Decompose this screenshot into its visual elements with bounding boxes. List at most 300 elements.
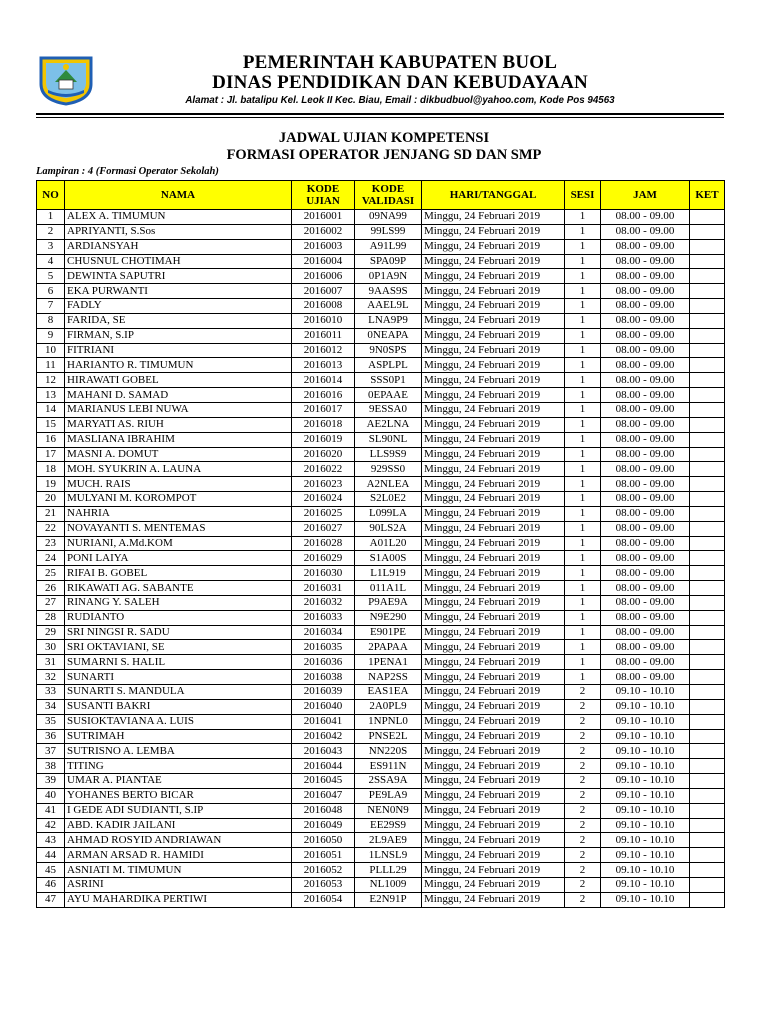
cell-sesi: 2 bbox=[565, 848, 601, 863]
cell-nama: HIRAWATI GOBEL bbox=[65, 373, 292, 388]
cell-kode-ujian: 2016011 bbox=[292, 328, 355, 343]
cell-kode-validasi: EAS1EA bbox=[355, 685, 422, 700]
cell-kode-ujian: 2016045 bbox=[292, 774, 355, 789]
cell-nama: SUNARTI bbox=[65, 670, 292, 685]
table-row bbox=[37, 566, 725, 581]
col-header-hari-tanggal: HARI/TANGGAL bbox=[422, 181, 565, 210]
cell-hari-tanggal: Minggu, 24 Februari 2019 bbox=[422, 373, 565, 388]
cell-nama: MOH. SYUKRIN A. LAUNA bbox=[65, 462, 292, 477]
cell-no: 37 bbox=[37, 744, 65, 759]
cell-sesi: 2 bbox=[565, 877, 601, 892]
table-row bbox=[37, 670, 725, 685]
cell-kode-ujian: 2016033 bbox=[292, 610, 355, 625]
cell-kode-ujian: 2016043 bbox=[292, 744, 355, 759]
cell-nama: FADLY bbox=[65, 299, 292, 314]
cell-sesi: 1 bbox=[565, 447, 601, 462]
table-row bbox=[37, 744, 725, 759]
cell-no: 43 bbox=[37, 833, 65, 848]
cell-kode-ujian: 2016042 bbox=[292, 729, 355, 744]
cell-hari-tanggal: Minggu, 24 Februari 2019 bbox=[422, 581, 565, 596]
cell-jam: 08.00 - 09.00 bbox=[601, 551, 690, 566]
cell-sesi: 1 bbox=[565, 373, 601, 388]
header-government-name: PEMERINTAH KABUPATEN BUOL bbox=[242, 52, 558, 73]
cell-sesi: 2 bbox=[565, 803, 601, 818]
cell-hari-tanggal: Minggu, 24 Februari 2019 bbox=[422, 625, 565, 640]
cell-hari-tanggal: Minggu, 24 Februari 2019 bbox=[422, 284, 565, 299]
cell-ket bbox=[690, 343, 725, 358]
table-row bbox=[37, 759, 725, 774]
cell-jam: 09.10 - 10.10 bbox=[601, 833, 690, 848]
table-row bbox=[37, 447, 725, 462]
cell-jam: 08.00 - 09.00 bbox=[601, 284, 690, 299]
cell-jam: 09.10 - 10.10 bbox=[601, 863, 690, 878]
cell-sesi: 1 bbox=[565, 462, 601, 477]
cell-ket bbox=[690, 447, 725, 462]
cell-no: 30 bbox=[37, 640, 65, 655]
cell-sesi: 1 bbox=[565, 551, 601, 566]
cell-nama: ARDIANSYAH bbox=[65, 239, 292, 254]
cell-hari-tanggal: Minggu, 24 Februari 2019 bbox=[422, 551, 565, 566]
cell-no: 7 bbox=[37, 299, 65, 314]
cell-hari-tanggal: Minggu, 24 Februari 2019 bbox=[422, 239, 565, 254]
table-row bbox=[37, 581, 725, 596]
cell-jam: 08.00 - 09.00 bbox=[601, 492, 690, 507]
cell-nama: NOVAYANTI S. MENTEMAS bbox=[65, 521, 292, 536]
cell-hari-tanggal: Minggu, 24 Februari 2019 bbox=[422, 818, 565, 833]
cell-nama: I GEDE ADI SUDIANTI, S.IP bbox=[65, 803, 292, 818]
col-header-kode-validasi: KODE VALIDASI bbox=[355, 181, 422, 210]
cell-kode-ujian: 2016028 bbox=[292, 536, 355, 551]
cell-nama: YOHANES BERTO BICAR bbox=[65, 788, 292, 803]
cell-nama: MAHANI D. SAMAD bbox=[65, 388, 292, 403]
col-header-nama: NAMA bbox=[65, 181, 292, 210]
cell-hari-tanggal: Minggu, 24 Februari 2019 bbox=[422, 610, 565, 625]
cell-sesi: 1 bbox=[565, 269, 601, 284]
cell-kode-ujian: 2016012 bbox=[292, 343, 355, 358]
exam-schedule-table bbox=[36, 180, 725, 908]
cell-kode-validasi: PNSE2L bbox=[355, 729, 422, 744]
cell-sesi: 1 bbox=[565, 254, 601, 269]
table-row bbox=[37, 551, 725, 566]
cell-sesi: 1 bbox=[565, 595, 601, 610]
cell-jam: 08.00 - 09.00 bbox=[601, 388, 690, 403]
cell-jam: 08.00 - 09.00 bbox=[601, 462, 690, 477]
table-row bbox=[37, 477, 725, 492]
table-row bbox=[37, 432, 725, 447]
cell-kode-validasi: 2SSA9A bbox=[355, 774, 422, 789]
cell-jam: 09.10 - 10.10 bbox=[601, 818, 690, 833]
table-row bbox=[37, 536, 725, 551]
table-body bbox=[37, 210, 725, 908]
table-row bbox=[37, 818, 725, 833]
cell-jam: 08.00 - 09.00 bbox=[601, 506, 690, 521]
cell-jam: 09.10 - 10.10 bbox=[601, 803, 690, 818]
cell-nama: FARIDA, SE bbox=[65, 313, 292, 328]
cell-kode-ujian: 2016049 bbox=[292, 818, 355, 833]
cell-nama: RUDIANTO bbox=[65, 610, 292, 625]
cell-jam: 09.10 - 10.10 bbox=[601, 744, 690, 759]
cell-kode-validasi: 929SS0 bbox=[355, 462, 422, 477]
cell-kode-ujian: 2016027 bbox=[292, 521, 355, 536]
table-row bbox=[37, 699, 725, 714]
cell-nama: DEWINTA SAPUTRI bbox=[65, 269, 292, 284]
table-row bbox=[37, 892, 725, 907]
cell-jam: 09.10 - 10.10 bbox=[601, 759, 690, 774]
cell-ket bbox=[690, 432, 725, 447]
cell-no: 14 bbox=[37, 402, 65, 417]
cell-jam: 08.00 - 09.00 bbox=[601, 566, 690, 581]
cell-jam: 08.00 - 09.00 bbox=[601, 239, 690, 254]
cell-nama: APRIYANTI, S.Sos bbox=[65, 224, 292, 239]
cell-no: 25 bbox=[37, 566, 65, 581]
cell-no: 35 bbox=[37, 714, 65, 729]
document-subtitle: FORMASI OPERATOR JENJANG SD DAN SMP bbox=[226, 147, 542, 163]
cell-hari-tanggal: Minggu, 24 Februari 2019 bbox=[422, 432, 565, 447]
cell-no: 4 bbox=[37, 254, 65, 269]
cell-kode-ujian: 2016007 bbox=[292, 284, 355, 299]
cell-nama: SUSIOKTAVIANA A. LUIS bbox=[65, 714, 292, 729]
document-title: JADWAL UJIAN KOMPETENSI bbox=[278, 130, 490, 146]
cell-no: 13 bbox=[37, 388, 65, 403]
cell-kode-ujian: 2016023 bbox=[292, 477, 355, 492]
cell-nama: ASRINI bbox=[65, 877, 292, 892]
cell-sesi: 1 bbox=[565, 492, 601, 507]
cell-kode-validasi: 99LS99 bbox=[355, 224, 422, 239]
cell-ket bbox=[690, 239, 725, 254]
cell-kode-ujian: 2016002 bbox=[292, 224, 355, 239]
cell-kode-ujian: 2016020 bbox=[292, 447, 355, 462]
cell-no: 33 bbox=[37, 685, 65, 700]
cell-hari-tanggal: Minggu, 24 Februari 2019 bbox=[422, 313, 565, 328]
cell-ket bbox=[690, 506, 725, 521]
cell-no: 1 bbox=[37, 210, 65, 225]
attachment-note: Lampiran : 4 (Formasi Operator Sekolah) bbox=[36, 166, 219, 177]
cell-kode-validasi: PE9LA9 bbox=[355, 788, 422, 803]
cell-kode-ujian: 2016013 bbox=[292, 358, 355, 373]
table-row bbox=[37, 492, 725, 507]
cell-kode-ujian: 2016048 bbox=[292, 803, 355, 818]
cell-sesi: 1 bbox=[565, 581, 601, 596]
table-row bbox=[37, 328, 725, 343]
cell-ket bbox=[690, 685, 725, 700]
cell-nama: MULYANI M. KOROMPOT bbox=[65, 492, 292, 507]
cell-no: 18 bbox=[37, 462, 65, 477]
cell-sesi: 1 bbox=[565, 625, 601, 640]
cell-ket bbox=[690, 818, 725, 833]
col-header-no: NO bbox=[37, 181, 65, 210]
cell-ket bbox=[690, 863, 725, 878]
cell-ket bbox=[690, 299, 725, 314]
table-row bbox=[37, 848, 725, 863]
cell-hari-tanggal: Minggu, 24 Februari 2019 bbox=[422, 521, 565, 536]
cell-sesi: 1 bbox=[565, 402, 601, 417]
table-row bbox=[37, 803, 725, 818]
cell-kode-validasi: S2L0E2 bbox=[355, 492, 422, 507]
cell-hari-tanggal: Minggu, 24 Februari 2019 bbox=[422, 714, 565, 729]
table-row bbox=[37, 284, 725, 299]
cell-ket bbox=[690, 462, 725, 477]
cell-no: 21 bbox=[37, 506, 65, 521]
cell-jam: 08.00 - 09.00 bbox=[601, 625, 690, 640]
cell-nama: MASLIANA IBRAHIM bbox=[65, 432, 292, 447]
cell-ket bbox=[690, 833, 725, 848]
cell-jam: 08.00 - 09.00 bbox=[601, 670, 690, 685]
cell-kode-ujian: 2016052 bbox=[292, 863, 355, 878]
table-row bbox=[37, 685, 725, 700]
cell-kode-validasi: 0P1A9N bbox=[355, 269, 422, 284]
cell-sesi: 1 bbox=[565, 299, 601, 314]
table-row bbox=[37, 610, 725, 625]
cell-kode-ujian: 2016036 bbox=[292, 655, 355, 670]
cell-no: 17 bbox=[37, 447, 65, 462]
cell-ket bbox=[690, 210, 725, 225]
cell-sesi: 1 bbox=[565, 521, 601, 536]
cell-kode-ujian: 2016003 bbox=[292, 239, 355, 254]
cell-kode-ujian: 2016006 bbox=[292, 269, 355, 284]
cell-kode-validasi: NN220S bbox=[355, 744, 422, 759]
cell-kode-ujian: 2016050 bbox=[292, 833, 355, 848]
header-address: Alamat : Jl. batalipu Kel. Leok II Kec. Biau, Email : dikbudbuol@yahoo.com, Kode Pos 94563 bbox=[185, 95, 615, 106]
cell-nama: HARIANTO R. TIMUMUN bbox=[65, 358, 292, 373]
cell-kode-validasi: NL1009 bbox=[355, 877, 422, 892]
cell-kode-validasi: 0NEAPA bbox=[355, 328, 422, 343]
cell-hari-tanggal: Minggu, 24 Februari 2019 bbox=[422, 269, 565, 284]
cell-jam: 08.00 - 09.00 bbox=[601, 313, 690, 328]
cell-hari-tanggal: Minggu, 24 Februari 2019 bbox=[422, 877, 565, 892]
cell-kode-ujian: 2016038 bbox=[292, 670, 355, 685]
cell-sesi: 1 bbox=[565, 655, 601, 670]
table-row bbox=[37, 402, 725, 417]
cell-kode-validasi: ES911N bbox=[355, 759, 422, 774]
cell-hari-tanggal: Minggu, 24 Februari 2019 bbox=[422, 774, 565, 789]
cell-sesi: 1 bbox=[565, 670, 601, 685]
cell-hari-tanggal: Minggu, 24 Februari 2019 bbox=[422, 462, 565, 477]
cell-sesi: 1 bbox=[565, 566, 601, 581]
table-row bbox=[37, 595, 725, 610]
cell-kode-validasi: 90LS2A bbox=[355, 521, 422, 536]
table-row bbox=[37, 729, 725, 744]
cell-kode-ujian: 2016008 bbox=[292, 299, 355, 314]
cell-sesi: 1 bbox=[565, 610, 601, 625]
cell-hari-tanggal: Minggu, 24 Februari 2019 bbox=[422, 388, 565, 403]
cell-sesi: 1 bbox=[565, 358, 601, 373]
cell-sesi: 2 bbox=[565, 892, 601, 907]
cell-jam: 08.00 - 09.00 bbox=[601, 210, 690, 225]
table-row bbox=[37, 239, 725, 254]
cell-hari-tanggal: Minggu, 24 Februari 2019 bbox=[422, 224, 565, 239]
cell-no: 24 bbox=[37, 551, 65, 566]
cell-kode-validasi: 011A1L bbox=[355, 581, 422, 596]
cell-kode-validasi: P9AE9A bbox=[355, 595, 422, 610]
cell-hari-tanggal: Minggu, 24 Februari 2019 bbox=[422, 536, 565, 551]
cell-kode-validasi: L1L919 bbox=[355, 566, 422, 581]
cell-kode-ujian: 2016040 bbox=[292, 699, 355, 714]
col-header-jam: JAM bbox=[601, 181, 690, 210]
cell-ket bbox=[690, 566, 725, 581]
cell-ket bbox=[690, 655, 725, 670]
cell-ket bbox=[690, 521, 725, 536]
cell-ket bbox=[690, 670, 725, 685]
cell-sesi: 2 bbox=[565, 685, 601, 700]
cell-kode-validasi: SSS0P1 bbox=[355, 373, 422, 388]
col-header-sesi: SESI bbox=[565, 181, 601, 210]
cell-kode-validasi: AAEL9L bbox=[355, 299, 422, 314]
cell-kode-validasi: SPA09P bbox=[355, 254, 422, 269]
cell-sesi: 1 bbox=[565, 388, 601, 403]
table-row bbox=[37, 714, 725, 729]
table-row bbox=[37, 313, 725, 328]
cell-ket bbox=[690, 477, 725, 492]
table-row bbox=[37, 224, 725, 239]
cell-kode-ujian: 2016024 bbox=[292, 492, 355, 507]
cell-kode-ujian: 2016001 bbox=[292, 210, 355, 225]
cell-no: 6 bbox=[37, 284, 65, 299]
cell-sesi: 2 bbox=[565, 744, 601, 759]
table-row bbox=[37, 863, 725, 878]
cell-kode-ujian: 2016044 bbox=[292, 759, 355, 774]
cell-jam: 08.00 - 09.00 bbox=[601, 373, 690, 388]
table-row bbox=[37, 210, 725, 225]
cell-nama: FIRMAN, S.IP bbox=[65, 328, 292, 343]
cell-nama: SUNARTI S. MANDULA bbox=[65, 685, 292, 700]
cell-kode-validasi: 09NA99 bbox=[355, 210, 422, 225]
cell-kode-validasi: ASPLPL bbox=[355, 358, 422, 373]
cell-jam: 09.10 - 10.10 bbox=[601, 892, 690, 907]
table-row bbox=[37, 655, 725, 670]
cell-kode-validasi: LLS9S9 bbox=[355, 447, 422, 462]
cell-ket bbox=[690, 625, 725, 640]
cell-ket bbox=[690, 803, 725, 818]
cell-no: 31 bbox=[37, 655, 65, 670]
cell-nama: RIKAWATI AG. SABANTE bbox=[65, 581, 292, 596]
cell-nama: SUTRIMAH bbox=[65, 729, 292, 744]
col-header-kode-ujian: KODE UJIAN bbox=[292, 181, 355, 210]
cell-hari-tanggal: Minggu, 24 Februari 2019 bbox=[422, 670, 565, 685]
cell-sesi: 1 bbox=[565, 477, 601, 492]
cell-jam: 09.10 - 10.10 bbox=[601, 788, 690, 803]
cell-no: 27 bbox=[37, 595, 65, 610]
table-row bbox=[37, 358, 725, 373]
cell-no: 8 bbox=[37, 313, 65, 328]
cell-nama: ARMAN ARSAD R. HAMIDI bbox=[65, 848, 292, 863]
cell-kode-ujian: 2016010 bbox=[292, 313, 355, 328]
cell-no: 32 bbox=[37, 670, 65, 685]
cell-jam: 08.00 - 09.00 bbox=[601, 521, 690, 536]
cell-hari-tanggal: Minggu, 24 Februari 2019 bbox=[422, 685, 565, 700]
cell-jam: 08.00 - 09.00 bbox=[601, 536, 690, 551]
cell-ket bbox=[690, 729, 725, 744]
cell-jam: 08.00 - 09.00 bbox=[601, 254, 690, 269]
cell-jam: 09.10 - 10.10 bbox=[601, 729, 690, 744]
cell-kode-validasi: 1PENA1 bbox=[355, 655, 422, 670]
cell-sesi: 2 bbox=[565, 714, 601, 729]
table-row bbox=[37, 417, 725, 432]
cell-jam: 08.00 - 09.00 bbox=[601, 595, 690, 610]
cell-nama: ABD. KADIR JAILANI bbox=[65, 818, 292, 833]
cell-sesi: 2 bbox=[565, 833, 601, 848]
cell-hari-tanggal: Minggu, 24 Februari 2019 bbox=[422, 729, 565, 744]
cell-nama: SRI OKTAVIANI, SE bbox=[65, 640, 292, 655]
cell-kode-ujian: 2016018 bbox=[292, 417, 355, 432]
cell-no: 5 bbox=[37, 269, 65, 284]
cell-nama: RINANG Y. SALEH bbox=[65, 595, 292, 610]
cell-sesi: 1 bbox=[565, 210, 601, 225]
cell-hari-tanggal: Minggu, 24 Februari 2019 bbox=[422, 492, 565, 507]
cell-no: 19 bbox=[37, 477, 65, 492]
cell-sesi: 1 bbox=[565, 432, 601, 447]
cell-nama: SRI NINGSI R. SADU bbox=[65, 625, 292, 640]
cell-jam: 08.00 - 09.00 bbox=[601, 581, 690, 596]
cell-hari-tanggal: Minggu, 24 Februari 2019 bbox=[422, 210, 565, 225]
cell-ket bbox=[690, 848, 725, 863]
table-row bbox=[37, 269, 725, 284]
cell-no: 22 bbox=[37, 521, 65, 536]
cell-ket bbox=[690, 313, 725, 328]
table-row bbox=[37, 254, 725, 269]
cell-kode-validasi: 1LNSL9 bbox=[355, 848, 422, 863]
cell-kode-validasi: L099LA bbox=[355, 506, 422, 521]
cell-sesi: 2 bbox=[565, 729, 601, 744]
cell-nama: MUCH. RAIS bbox=[65, 477, 292, 492]
cell-no: 28 bbox=[37, 610, 65, 625]
cell-hari-tanggal: Minggu, 24 Februari 2019 bbox=[422, 655, 565, 670]
cell-kode-validasi: LNA9P9 bbox=[355, 313, 422, 328]
cell-nama: SUTRISNO A. LEMBA bbox=[65, 744, 292, 759]
cell-ket bbox=[690, 417, 725, 432]
cell-kode-validasi: NEN0N9 bbox=[355, 803, 422, 818]
cell-nama: NAHRIA bbox=[65, 506, 292, 521]
cell-kode-ujian: 2016022 bbox=[292, 462, 355, 477]
table-row bbox=[37, 625, 725, 640]
cell-ket bbox=[690, 402, 725, 417]
cell-no: 26 bbox=[37, 581, 65, 596]
cell-no: 29 bbox=[37, 625, 65, 640]
cell-kode-validasi: SL90NL bbox=[355, 432, 422, 447]
cell-jam: 08.00 - 09.00 bbox=[601, 432, 690, 447]
cell-jam: 08.00 - 09.00 bbox=[601, 402, 690, 417]
cell-nama: MARYATI AS. RIUH bbox=[65, 417, 292, 432]
cell-jam: 09.10 - 10.10 bbox=[601, 685, 690, 700]
cell-hari-tanggal: Minggu, 24 Februari 2019 bbox=[422, 833, 565, 848]
cell-kode-ujian: 2016014 bbox=[292, 373, 355, 388]
cell-sesi: 1 bbox=[565, 506, 601, 521]
cell-no: 36 bbox=[37, 729, 65, 744]
table-row bbox=[37, 299, 725, 314]
cell-ket bbox=[690, 492, 725, 507]
cell-ket bbox=[690, 373, 725, 388]
cell-kode-validasi: 9N0SPS bbox=[355, 343, 422, 358]
cell-hari-tanggal: Minggu, 24 Februari 2019 bbox=[422, 848, 565, 863]
cell-kode-ujian: 2016039 bbox=[292, 685, 355, 700]
cell-ket bbox=[690, 536, 725, 551]
cell-kode-validasi: PLLL29 bbox=[355, 863, 422, 878]
cell-hari-tanggal: Minggu, 24 Februari 2019 bbox=[422, 803, 565, 818]
table-row bbox=[37, 788, 725, 803]
cell-kode-validasi: NAP2SS bbox=[355, 670, 422, 685]
cell-sesi: 1 bbox=[565, 239, 601, 254]
header-divider-thin bbox=[36, 117, 724, 118]
cell-sesi: 1 bbox=[565, 313, 601, 328]
cell-hari-tanggal: Minggu, 24 Februari 2019 bbox=[422, 343, 565, 358]
cell-kode-validasi: A01L20 bbox=[355, 536, 422, 551]
cell-kode-validasi: E901PE bbox=[355, 625, 422, 640]
cell-hari-tanggal: Minggu, 24 Februari 2019 bbox=[422, 595, 565, 610]
table-row bbox=[37, 833, 725, 848]
cell-kode-ujian: 2016030 bbox=[292, 566, 355, 581]
cell-jam: 08.00 - 09.00 bbox=[601, 417, 690, 432]
cell-jam: 09.10 - 10.10 bbox=[601, 699, 690, 714]
cell-hari-tanggal: Minggu, 24 Februari 2019 bbox=[422, 506, 565, 521]
